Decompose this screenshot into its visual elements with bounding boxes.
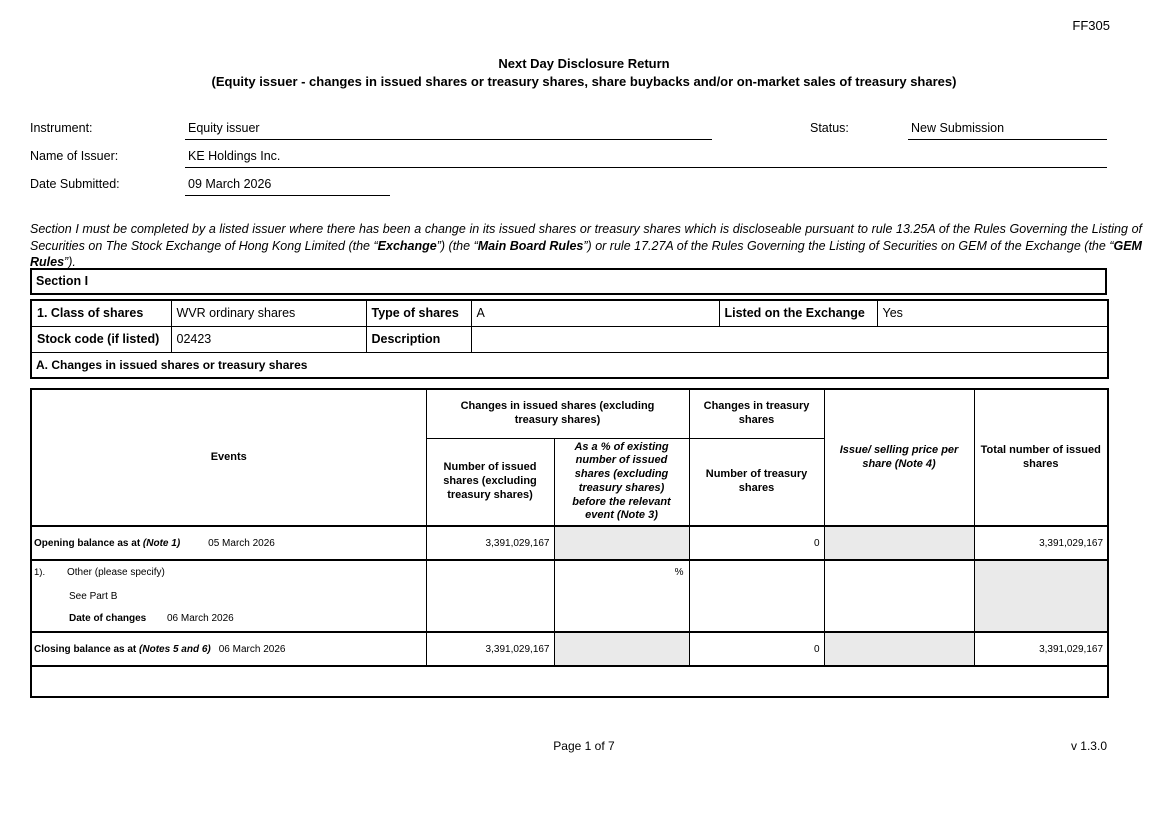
empty-spacer-row: [31, 666, 1108, 697]
page-subtitle: (Equity issuer - changes in issued shares or treasury shares, share buybacks and/or on-market sales of treasury shares): [211, 74, 957, 89]
date-submitted-label: Date Submitted:: [30, 177, 120, 191]
opening-issued-shares: 3,391,029,167: [426, 526, 554, 560]
event-index: 1).: [34, 567, 46, 578]
share-class-info-table: [30, 299, 1109, 379]
intro-text-4: ”).: [64, 255, 76, 270]
closing-treasury-shares: 0: [689, 632, 824, 666]
closing-balance-label: Closing balance as at: [34, 643, 140, 655]
event-description-cell: [31, 560, 426, 632]
type-of-shares-value: A: [471, 300, 719, 326]
issuer-name-label: Name of Issuer:: [30, 149, 119, 163]
closing-balance-label-cell: [31, 632, 426, 666]
event-price-cell: [824, 560, 974, 632]
issued-percent-column-header: As a % of existing number of issued shares (excluding treasury shares) before the relevant event (Note 3): [554, 438, 689, 526]
event-total-shares-cell: [974, 560, 1108, 632]
event-line-3: [69, 613, 424, 624]
event-line-1: [34, 567, 424, 578]
stock-code-value: 02423: [171, 326, 366, 352]
treasury-shares-group-header: Changes in treasury shares: [689, 389, 824, 438]
class-of-shares-label: 1. Class of shares: [31, 300, 171, 326]
opening-balance-date: 05 March 2026: [208, 537, 275, 549]
version-label: v 1.3.0: [1070, 739, 1107, 753]
price-column-header: Issue/ selling price per share (Note 4): [824, 389, 974, 526]
class-of-shares-value: WVR ordinary shares: [171, 300, 366, 326]
opening-price-cell: [824, 526, 974, 560]
form-code: FF305: [1072, 18, 1110, 33]
description-label: Description: [366, 326, 471, 352]
date-submitted-value: 09 March 2026: [185, 177, 390, 196]
opening-balance-note: (Note 1): [142, 537, 181, 549]
intro-term-main-board-rules: Main Board Rules: [477, 238, 584, 253]
table-row: [31, 326, 1108, 352]
event-label: Other (please specify): [67, 567, 165, 578]
intro-paragraph: [30, 221, 1142, 271]
intro-text-2: ”) (the “: [436, 238, 478, 253]
intro-text-1: Section I must be completed by a listed issuer where there has been a change in its issued shares or treasury shares which is discloseable pursuant to rule 13.25A of the Rules Governing the Listing of Securities on The Stock Exchange of Hong Kong Limited (the “: [30, 222, 1142, 253]
closing-balance-note: (Notes 5 and 6): [139, 643, 211, 655]
form-header-fields: [30, 121, 1107, 205]
event-row: [31, 560, 1108, 632]
stock-code-label: Stock code (if listed): [31, 326, 171, 352]
closing-price-cell: [824, 632, 974, 666]
opening-balance-label: Opening balance as at: [34, 537, 143, 549]
opening-total-shares: 3,391,029,167: [974, 526, 1108, 560]
instrument-value: Equity issuer: [185, 121, 712, 140]
status-value: New Submission: [908, 121, 1107, 140]
intro-term-gem-rules: GEM Rules: [30, 238, 1142, 270]
table-row: [31, 352, 1108, 378]
page-number: Page 1 of 7: [553, 739, 615, 753]
empty-spacer-cell: [31, 666, 1108, 697]
part-a-title: A. Changes in issued shares or treasury shares: [31, 352, 1108, 378]
listed-on-exchange-value: Yes: [877, 300, 1108, 326]
table-header-row: [31, 389, 1108, 438]
event-date: 06 March 2026: [167, 613, 234, 624]
type-of-shares-label: Type of shares: [366, 300, 471, 326]
description-value: [471, 326, 1108, 352]
event-percent-cell: %: [554, 560, 689, 632]
changes-table: [30, 388, 1109, 698]
opening-percent-cell: [554, 526, 689, 560]
title-block: [0, 56, 1168, 90]
issued-shares-group-header: Changes in issued shares (excluding treasury shares): [426, 389, 689, 438]
event-issued-shares-cell: [426, 560, 554, 632]
intro-text-3: ”) or rule 17.27A of the Rules Governing the Listing of Securities on GEM of the Exchange (the “: [583, 238, 1114, 253]
opening-treasury-shares: 0: [689, 526, 824, 560]
event-date-label: Date of changes: [69, 613, 147, 624]
instrument-label: Instrument:: [30, 121, 93, 135]
section-1: [30, 268, 1107, 698]
section-1-header: Section I: [30, 268, 1107, 295]
event-detail: See Part B: [69, 591, 118, 602]
intro-term-exchange: Exchange: [377, 238, 437, 253]
listed-on-exchange-label: Listed on the Exchange: [719, 300, 877, 326]
treasury-number-column-header: Number of treasury shares: [689, 438, 824, 526]
events-column-header: Events: [31, 389, 426, 526]
closing-issued-shares: 3,391,029,167: [426, 632, 554, 666]
event-treasury-shares-cell: [689, 560, 824, 632]
page-title: Next Day Disclosure Return: [498, 56, 670, 71]
closing-balance-date: 06 March 2026: [218, 643, 286, 655]
closing-balance-row: [31, 632, 1108, 666]
status-label: Status:: [810, 121, 849, 135]
opening-balance-row: [31, 526, 1108, 560]
closing-percent-cell: [554, 632, 689, 666]
closing-total-shares: 3,391,029,167: [974, 632, 1108, 666]
table-row: [31, 300, 1108, 326]
issued-number-column-header: Number of issued shares (excluding treasury shares): [426, 438, 554, 526]
total-column-header: Total number of issued shares: [974, 389, 1108, 526]
issuer-name-value: KE Holdings Inc.: [185, 149, 1107, 168]
opening-balance-label-cell: [31, 526, 426, 560]
